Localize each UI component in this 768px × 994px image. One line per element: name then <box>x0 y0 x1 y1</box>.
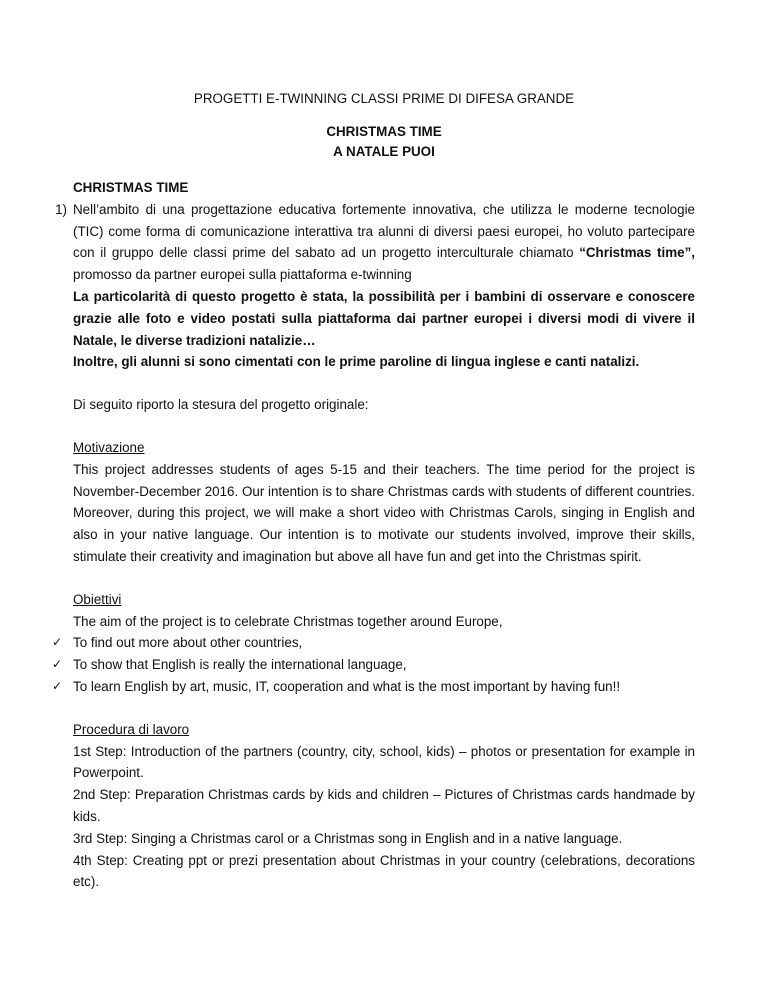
subtitle-block <box>0 122 768 162</box>
procedura-step-1: 1st Step: Introduction of the partners (country, city, school, kids) – photos or presentation for example in Powerpoint. <box>73 743 695 781</box>
numbered-item-1 <box>55 199 695 373</box>
intro-text-bold: “Christmas time”, <box>579 245 695 261</box>
obiettivi-item <box>52 654 695 676</box>
obiettivi-item-text: To learn English by art, music, IT, cooperation and what is the most important by having fun!! <box>73 678 621 694</box>
checkmark-icon: ✓ <box>52 635 63 650</box>
obiettivi-heading: Obiettivi <box>73 591 122 607</box>
bold-paragraph-2: Inoltre, gli alunni si sono cimentati con le prime paroline di lingua inglese e canti natalizi. <box>73 354 640 370</box>
procedura-step-4: 4th Step: Creating ppt or prezi presentation about Christmas in your country (celebrations, decorations etc). <box>73 852 695 890</box>
section-heading: CHRISTMAS TIME <box>73 180 189 195</box>
document-title: PROGETTI E-TWINNING CLASSI PRIME DI DIFESA GRANDE <box>193 91 575 106</box>
intro-text-part2: promosso da partner europei sulla piattaforma e-twinning <box>73 267 412 283</box>
obiettivi-intro: The aim of the project is to celebrate Christmas together around Europe, <box>73 613 503 629</box>
procedura-step-2: 2nd Step: Preparation Christmas cards by kids and children – Pictures of Christmas cards handmade by kids. <box>73 787 695 824</box>
lead-in-text: Di seguito riporto la stesura del progetto originale: <box>73 397 369 413</box>
subtitle-a-natale-puoi: A NATALE PUOI <box>333 144 435 159</box>
procedura-heading: Procedura di lavoro <box>73 721 190 737</box>
item-number: 1) <box>55 201 67 217</box>
obiettivi-item-text: To show that English is really the international language, <box>73 657 407 673</box>
procedura-step-3: 3rd Step: Singing a Christmas carol or a Christmas song in English and in a native language. <box>73 830 623 846</box>
motivazione-text: This project addresses students of ages 5-15 and their teachers. The time period for the project is November-December 2016. Our intention is to share Christmas cards with students of different countries. Moreover, during this project, we will make a short video with Christmas Carols, singing in English and also in your native language. Our intention is to motivate our students involved, improve their skills, stimulate their creativity and imagination but above all have fun and get into the Christmas spirit. <box>73 461 695 564</box>
intro-text-part1: Nell’ambito di una progettazione educativa fortemente innovativa, che utilizza le moderne tecnologie (TIC) come forma di comunicazione interattiva tra alunni di diversi paesi europei, ho voluto partecipare con il gruppo delle classi prime del sabato ad un progetto interculturale chiamato <box>73 201 695 261</box>
subtitle-christmas-time: CHRISTMAS TIME <box>326 124 442 139</box>
obiettivi-item <box>52 632 695 654</box>
motivazione-heading: Motivazione <box>73 439 145 455</box>
obiettivi-item <box>52 676 695 698</box>
checkmark-icon: ✓ <box>52 678 63 693</box>
obiettivi-item-text: To find out more about other countries, <box>73 635 303 651</box>
bold-paragraph-1: La particolarità di questo progetto è stata, la possibilità per i bambini di osservare e conoscere grazie alle foto e video postati sulla piattaforma dai partner europei i diversi modi di vivere il Natale, le diverse tradizioni natalizie… <box>73 288 695 348</box>
intro-paragraph <box>73 199 695 286</box>
document-body <box>52 177 695 893</box>
checkmark-icon: ✓ <box>52 657 63 672</box>
